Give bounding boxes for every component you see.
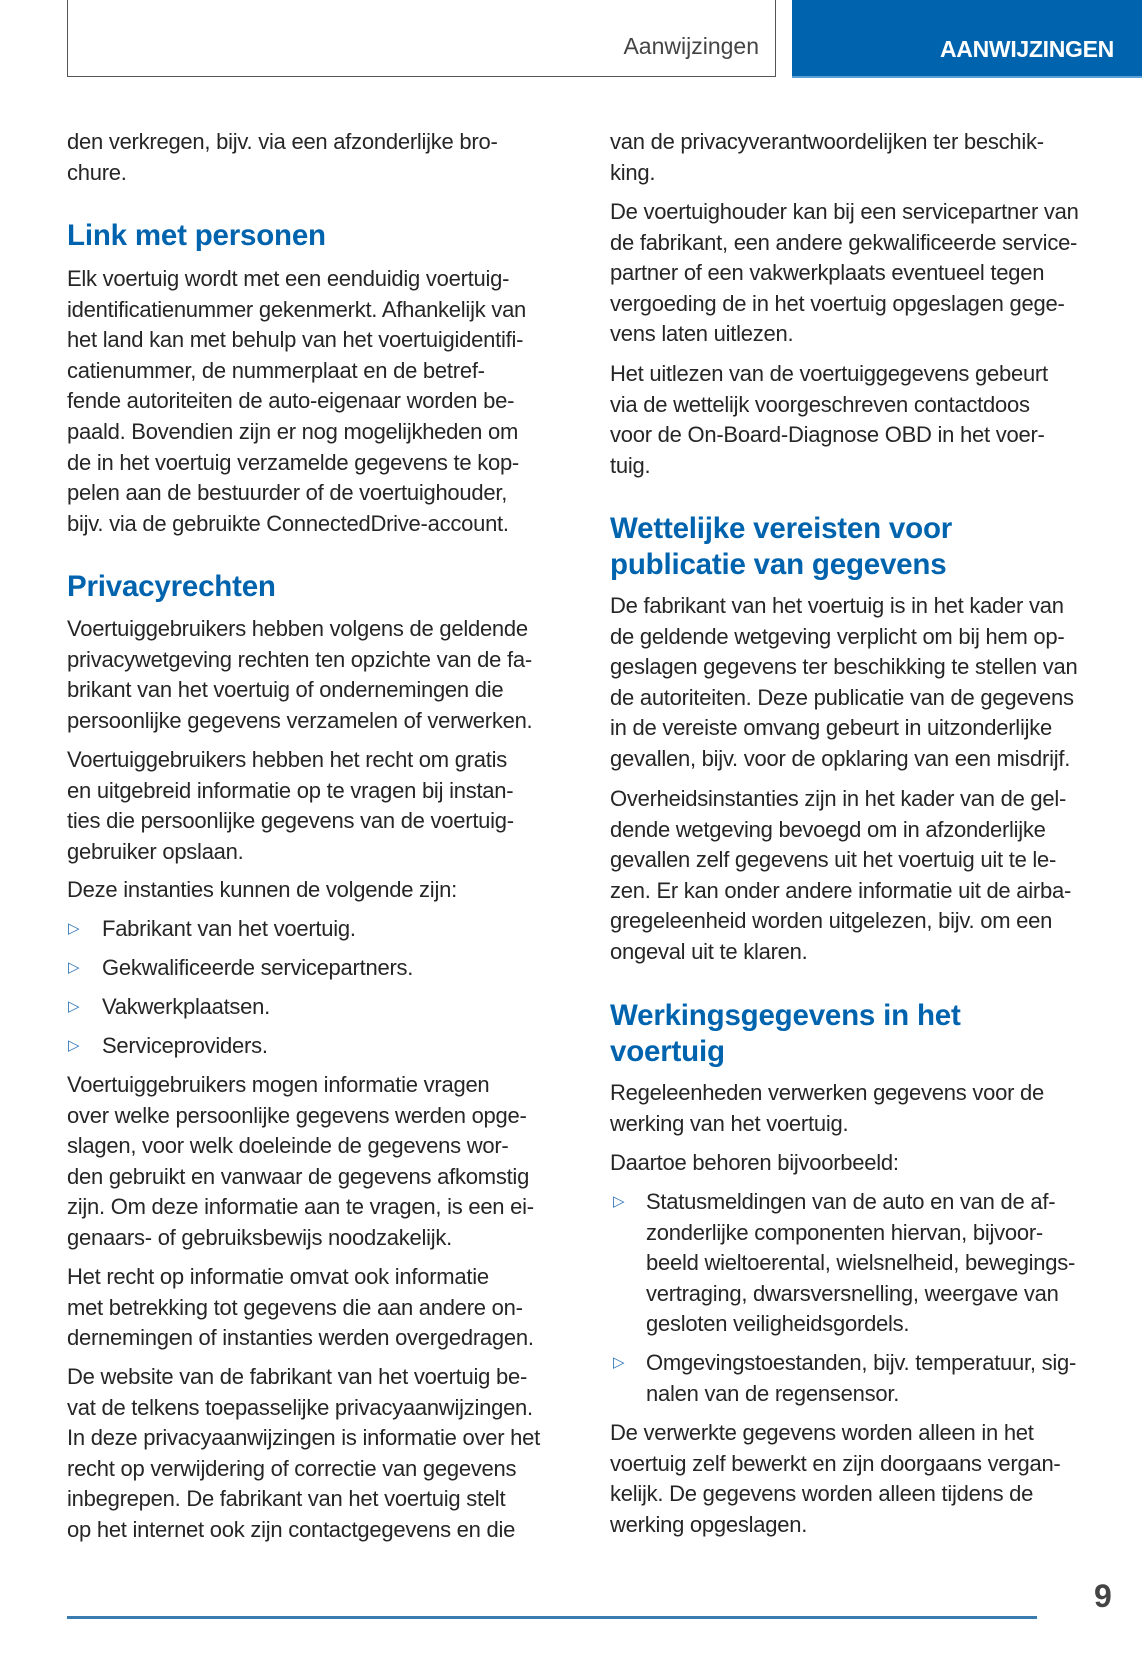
- triangle-bullet-icon: ▷: [68, 959, 80, 976]
- list-item-text: Vakwerkplaatsen.: [102, 994, 271, 1019]
- paragraph: Overheidsinstanties zijn in het kader van de gel- dende wetgeving bevoegd om in afzonderlijke gevallen zelf gegevens uit het voertuig uit te le- zen. Er kan onder andere informatie uit de airba- gregeleenheid worden uitgelezen, bijv. om een ongeval uit te klaren.: [610, 786, 1072, 964]
- list-item-text: Serviceproviders.: [102, 1033, 268, 1058]
- triangle-bullet-icon: ▷: [68, 998, 80, 1015]
- paragraph: Deze instanties kunnen de volgende zijn:: [67, 877, 457, 902]
- triangle-bullet-icon: ▷: [613, 1193, 625, 1210]
- list-item-text: Statusmeldingen van de auto en van de af- zonderlijke componenten hiervan, bijvoor- beeld wieltoerental, wielsnelheid, bewegings- vertraging, dwarsversnelling, weergave van gesloten veiligheidsgordels.: [646, 1189, 1076, 1337]
- paragraph: Het recht op informatie omvat ook informatie met betrekking tot gegevens die aan andere on- dernemingen of instanties werden overgedragen.: [67, 1264, 534, 1351]
- header-chapter-tab: [792, 0, 1142, 78]
- paragraph: van de privacyverantwoordelijken ter beschik- king.: [610, 129, 1044, 185]
- paragraph: De fabrikant van het voertuig is in het kader van de geldende wetgeving verplicht om bij hem op- geslagen gegevens ter beschikking te stellen van de autoriteiten. Deze publicatie van de gegevens in de vereiste omvang gebeurt in uitzonderlijke gevallen, bijv. voor de opklaring van een misdrijf.: [610, 593, 1078, 771]
- triangle-bullet-icon: ▷: [613, 1354, 625, 1371]
- page-number: 9: [1094, 1578, 1112, 1614]
- paragraph: Het uitlezen van de voertuiggegevens gebeurt via de wettelijk voorgeschreven contactdoos voor de On-Board-Diagnose OBD in het voer- tuig.: [610, 361, 1048, 478]
- paragraph: Voertuiggebruikers mogen informatie vragen over welke persoonlijke gegevens werden opge- slagen, voor welk doeleinde de gegevens wor- den gebruikt en vanwaar de gegevens afkomstig zijn. Om deze informatie aan te vragen, is een ei- genaars- of gebruiksbewijs noodzakelijk.: [67, 1072, 534, 1250]
- list-item-text: Gekwalificeerde servicepartners.: [102, 955, 414, 980]
- paragraph: Regeleenheden verwerken gegevens voor de werking van het voertuig.: [610, 1080, 1044, 1136]
- triangle-bullet-icon: ▷: [68, 1037, 80, 1054]
- paragraph: De website van de fabrikant van het voertuig be- vat de telkens toepasselijke privacyaanwijzingen. In deze privacyaanwijzingen is informatie over het recht op verwijdering of correctie van gegevens inbegrepen. De fabrikant van het voertuig stelt op het internet ook zijn contactgegevens en die: [67, 1364, 540, 1542]
- list-item-text: Fabrikant van het voertuig.: [102, 916, 356, 941]
- paragraph: De voertuighouder kan bij een servicepartner van de fabrikant, een andere gekwalificeerde service- partner of een vakwerkplaats eventueel tegen vergoeding de in het voertuig opgeslagen gege- vens laten uitlezen.: [610, 199, 1079, 347]
- paragraph: Voertuiggebruikers hebben het recht om gratis en uitgebreid informatie op te vragen bij instan- ties die persoonlijke gegevens van de voertuig- gebruiker opslaan.: [67, 747, 514, 864]
- footer-divider: [67, 1616, 1037, 1619]
- heading-privacyrechten: Privacyrechten: [67, 570, 276, 603]
- paragraph: den verkregen, bijv. via een afzonderlijke bro- chure.: [67, 129, 498, 185]
- heading-werkingsgegevens: Werkingsgegevens in het voertuig: [610, 999, 961, 1068]
- paragraph: Elk voertuig wordt met een eenduidig voertuig- identificatienummer gekenmerkt. Afhankelijk van het land kan met behulp van het voertuigidentifi- catienummer, de nummerplaat en de betref- fende autoriteiten de auto-eigenaar worden be- paald. Bovendien zijn er nog mogelijkheden om de in het voertuig verzamelde gegevens te kop- pelen aan de bestuurder of de voertuighouder, bijv. via de gebruikte ConnectedDrive-account.: [67, 266, 527, 536]
- triangle-bullet-icon: ▷: [68, 920, 80, 937]
- paragraph: Daartoe behoren bijvoorbeeld:: [610, 1150, 899, 1175]
- header-box: [67, 0, 776, 77]
- paragraph: Voertuiggebruikers hebben volgens de geldende privacywetgeving rechten ten opzichte van de fa- brikant van het voertuig of ondernemingen die persoonlijke gegevens verzamelen of verwerken.: [67, 616, 533, 733]
- header-chapter-label: AANWIJZINGEN: [939, 36, 1114, 62]
- heading-wettelijke-vereisten: Wettelijke vereisten voor publicatie van gegevens: [610, 512, 953, 581]
- heading-link-met-personen: Link met personen: [67, 219, 326, 252]
- header-section-title: Aanwijzingen: [623, 33, 759, 59]
- paragraph: De verwerkte gegevens worden alleen in het voertuig zelf bewerkt en zijn doorgaans vergan- kelijk. De gegevens worden alleen tijdens de werking opgeslagen.: [610, 1420, 1061, 1537]
- list-item-text: Omgevingstoestanden, bijv. temperatuur, sig- nalen van de regensensor.: [646, 1350, 1077, 1406]
